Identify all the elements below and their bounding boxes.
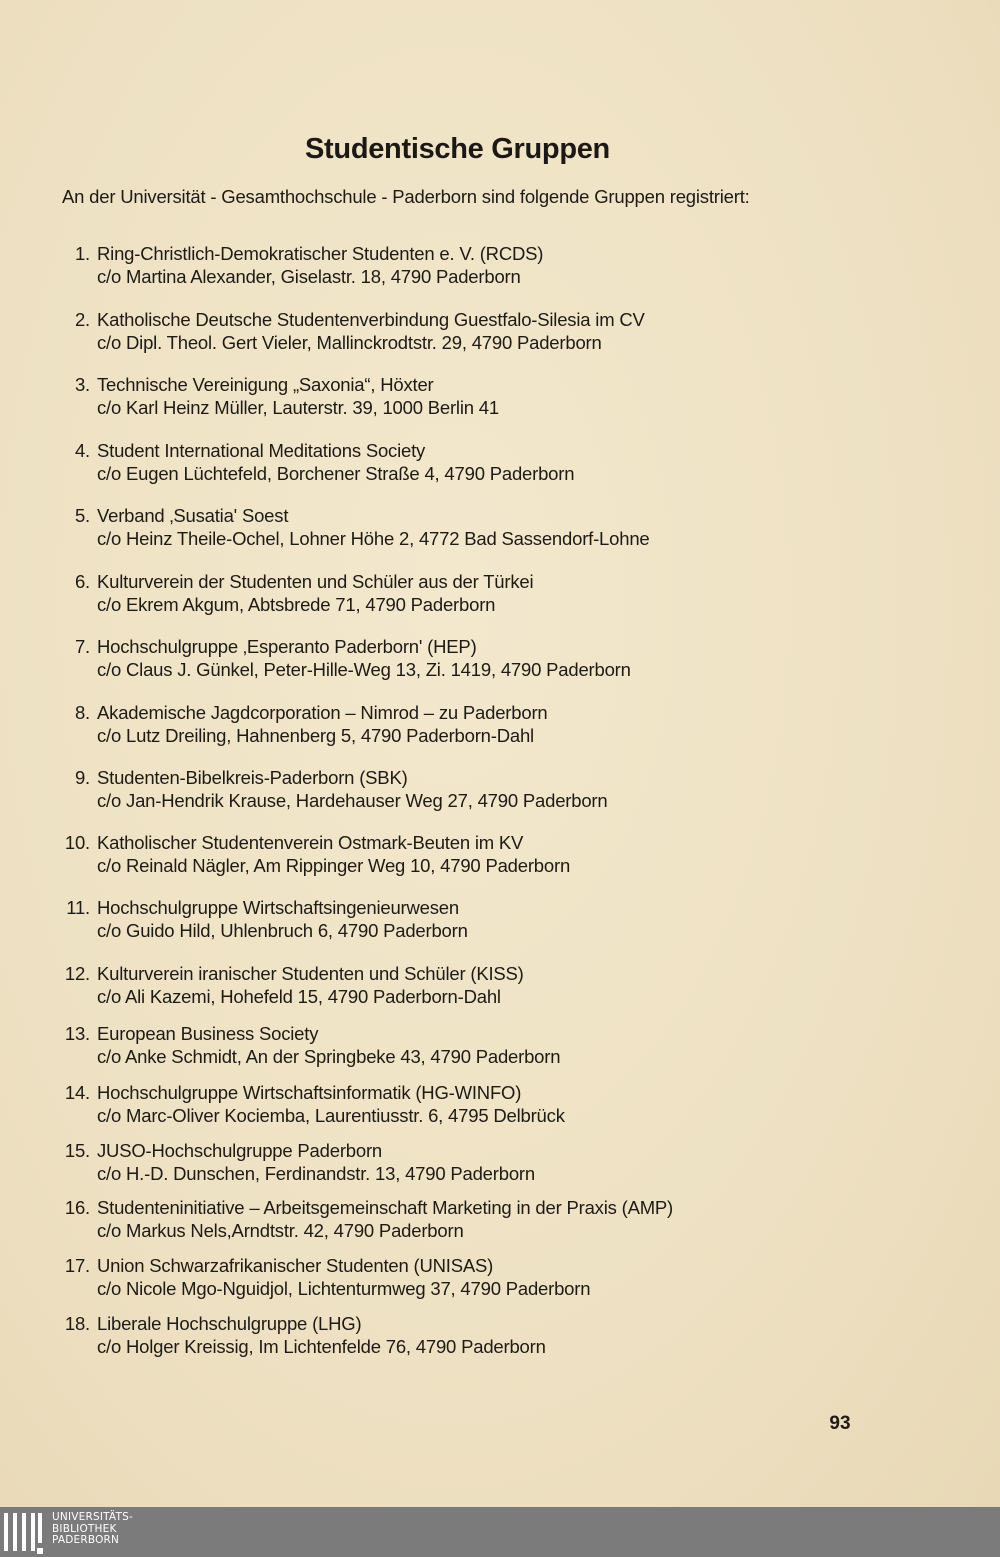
entry-group-name: Kulturverein der Studenten und Schüler aus der Türkei [97, 571, 534, 592]
entry-number: 2. [74, 309, 90, 330]
group-entry [58, 1140, 818, 1185]
group-entry [58, 832, 818, 877]
library-barcode-logo-icon [4, 1513, 44, 1557]
entry-contact-address: c/o Nicole Mgo-Nguidjol, Lichtenturmweg 37, 4790 Paderborn [97, 1277, 591, 1299]
entry-number: 15. [64, 1140, 90, 1161]
entry-number: 7. [74, 636, 90, 657]
entry-number: 5. [74, 505, 90, 526]
entry-contact-address: c/o Ekrem Akgum, Abtsbrede 71, 4790 Paderborn [97, 593, 496, 615]
group-entry [58, 505, 818, 550]
library-name-line: BIBLIOTHEK [52, 1522, 117, 1535]
entry-number: 8. [74, 702, 90, 723]
entry-group-name: Hochschulgruppe ‚Esperanto Paderborn' (HEP) [97, 636, 477, 657]
group-entry [58, 243, 818, 288]
entry-number: 12. [64, 963, 90, 984]
entry-number: 4. [74, 440, 90, 461]
entry-contact-address: c/o Eugen Lüchtefeld, Borchener Straße 4, 4790 Paderborn [97, 462, 575, 484]
entry-group-name: JUSO-Hochschulgruppe Paderborn [97, 1140, 383, 1161]
entry-group-name: Hochschulgruppe Wirtschaftsinformatik (HG-WINFO) [97, 1082, 522, 1103]
entry-group-name: Katholischer Studentenverein Ostmark-Beuten im KV [97, 832, 524, 853]
entry-group-name: Technische Vereinigung „Saxonia“, Höxter [97, 374, 434, 395]
entry-group-name: Student International Meditations Society [97, 440, 426, 461]
group-entry [58, 440, 818, 485]
entry-contact-address: c/o Karl Heinz Müller, Lauterstr. 39, 1000 Berlin 41 [97, 396, 499, 418]
entry-number: 17. [64, 1255, 90, 1276]
entry-contact-address: c/o Marc-Oliver Kociemba, Laurentiusstr. 6, 4795 Delbrück [97, 1104, 565, 1126]
entry-contact-address: c/o Reinald Nägler, Am Rippinger Weg 10, 4790 Paderborn [97, 854, 571, 876]
entry-number: 10. [64, 832, 90, 853]
group-entry [58, 1023, 818, 1068]
entry-number: 11. [66, 897, 90, 918]
entry-group-name: Union Schwarzafrikanischer Studenten (UNISAS) [97, 1255, 494, 1276]
entry-contact-address: c/o Heinz Theile-Ochel, Lohner Höhe 2, 4772 Bad Sassendorf-Lohne [97, 527, 650, 549]
entry-contact-address: c/o Anke Schmidt, An der Springbeke 43, 4790 Paderborn [97, 1045, 561, 1067]
library-name-line: PADERBORN [52, 1534, 120, 1546]
group-entry [58, 1313, 818, 1358]
entry-number: 13. [64, 1023, 90, 1044]
entry-contact-address: c/o Jan-Hendrik Krause, Hardehauser Weg 27, 4790 Paderborn [97, 789, 608, 811]
entry-group-name: Hochschulgruppe Wirtschaftsingenieurwesen [97, 897, 459, 918]
entry-group-name: Kulturverein iranischer Studenten und Schüler (KISS) [97, 963, 524, 984]
group-entry [58, 636, 818, 681]
entry-contact-address: c/o Ali Kazemi, Hohefeld 15, 4790 Paderborn-Dahl [97, 985, 501, 1007]
library-name [52, 1512, 133, 1547]
entry-group-name: Studenten-Bibelkreis-Paderborn (SBK) [97, 767, 408, 788]
entry-contact-address: c/o Lutz Dreiling, Hahnenberg 5, 4790 Paderborn-Dahl [97, 724, 534, 746]
group-entry [58, 1082, 818, 1127]
group-entry [58, 571, 818, 616]
group-entry [58, 963, 818, 1008]
group-entry [58, 767, 818, 812]
entry-group-name: Katholische Deutsche Studentenverbindung Guestfalo-Silesia im CV [97, 309, 645, 330]
entry-group-name: Akademische Jagdcorporation – Nimrod – zu Paderborn [97, 702, 548, 723]
group-entry [58, 897, 818, 942]
entry-number: 3. [74, 374, 90, 395]
entry-contact-address: c/o H.-D. Dunschen, Ferdinandstr. 13, 4790 Paderborn [97, 1162, 535, 1184]
library-footer [0, 1507, 1000, 1557]
library-name-line: UNIVERSITÄTS- [52, 1511, 133, 1523]
entry-group-name: European Business Society [97, 1023, 319, 1044]
entry-group-name: Liberale Hochschulgruppe (LHG) [97, 1313, 362, 1334]
entry-number: 6. [74, 571, 90, 592]
intro-text: An der Universität - Gesamthochschule - Paderborn sind folgende Gruppen registriert: [62, 186, 750, 207]
entry-group-name: Studenteninitiative – Arbeitsgemeinschaft Marketing in der Praxis (AMP) [97, 1197, 674, 1218]
entry-contact-address: c/o Martina Alexander, Giselastr. 18, 4790 Paderborn [97, 265, 521, 287]
group-entry [58, 1255, 818, 1300]
entry-contact-address: c/o Holger Kreissig, Im Lichtenfelde 76, 4790 Paderborn [97, 1335, 546, 1357]
group-entry [58, 309, 818, 354]
group-entry [58, 374, 818, 419]
entry-contact-address: c/o Claus J. Günkel, Peter-Hille-Weg 13, Zi. 1419, 4790 Paderborn [97, 658, 631, 680]
entry-contact-address: c/o Dipl. Theol. Gert Vieler, Mallinckrodtstr. 29, 4790 Paderborn [97, 331, 602, 353]
entry-group-name: Verband ‚Susatia' Soest [97, 505, 289, 526]
entry-number: 14. [64, 1082, 90, 1103]
entry-number: 1. [74, 243, 90, 264]
page-title: Studentische Gruppen [305, 133, 610, 165]
entry-group-name: Ring-Christlich-Demokratischer Studenten e. V. (RCDS) [97, 243, 544, 264]
entry-number: 16. [64, 1197, 90, 1218]
entry-contact-address: c/o Guido Hild, Uhlenbruch 6, 4790 Paderborn [97, 919, 468, 941]
group-entry [58, 1197, 818, 1242]
page-number: 93 [829, 1413, 851, 1434]
entry-number: 9. [74, 767, 90, 788]
entry-number: 18. [64, 1313, 90, 1334]
entry-contact-address: c/o Markus Nels,Arndtstr. 42, 4790 Paderborn [97, 1219, 464, 1241]
group-entry [58, 702, 818, 747]
